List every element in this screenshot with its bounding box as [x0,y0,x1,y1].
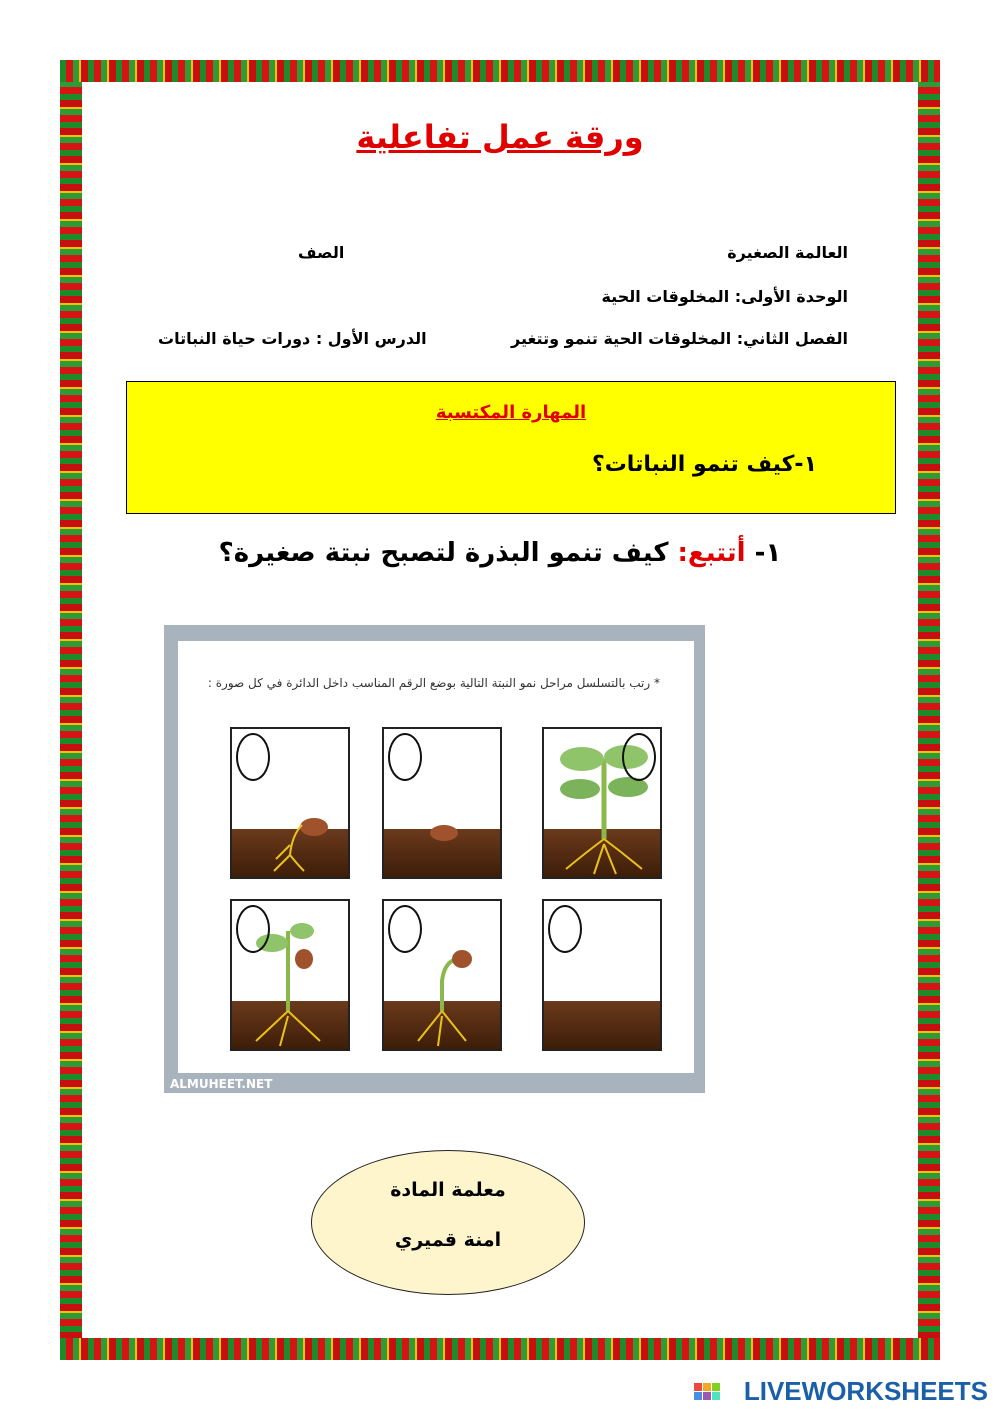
teacher-label: معلمة المادة [390,1179,506,1201]
number-circle[interactable] [548,905,582,953]
number-circle[interactable] [388,905,422,953]
stage-cell [230,899,350,1051]
stage-cell [382,727,502,879]
skill-box [126,381,896,514]
brand-name[interactable]: LIVEWORKSHEETS [743,1376,988,1406]
worksheet-title: ورقة عمل تفاعلية [356,118,644,156]
unit-title: الوحدة الأولى: المخلوقات الحية [601,287,848,306]
stage-cell [542,727,662,879]
number-circle[interactable] [236,905,270,953]
book-name: العالمة الصغيرة [727,243,848,262]
teacher-name: امنة قميري [394,1229,502,1251]
lesson-title: الدرس الأول : دورات حياة النباتات [158,329,427,348]
teacher-ellipse [311,1150,585,1295]
stage-cell [230,727,350,879]
number-circle[interactable] [622,733,656,781]
question-line [0,538,1000,568]
seedling-roots-icon [252,815,342,875]
figure-panel [178,641,694,1073]
number-circle[interactable] [236,733,270,781]
chapter-title: الفصل الثاني: المخلوقات الحية تنمو وتتغير [511,329,848,348]
skill-heading: المهارة المكتسبة [435,402,587,423]
question-text: كيف تنمو البذرة لتصبح نبتة صغيرة؟ [218,538,669,568]
liveworksheets-logo-icon [694,1383,720,1407]
stage-cell [382,899,502,1051]
figure-watermark: ALMUHEET.NET [170,1077,273,1091]
soil [544,1001,660,1049]
grade-label: الصف [298,243,345,262]
number-circle[interactable] [388,733,422,781]
figure-instruction: * رتب بالتسلسل مراحل نمو النبتة التالية بوضع الرقم المناسب داخل الدائرة في كل صورة : [207,676,660,690]
stage-cell [542,899,662,1051]
seed-icon [424,821,464,845]
skill-item: ١-كيف تنمو النباتات؟ [591,452,817,477]
plant-growth-figure [164,625,705,1093]
question-number: ١- [754,538,782,568]
question-verb: أتتبع: [677,538,746,568]
